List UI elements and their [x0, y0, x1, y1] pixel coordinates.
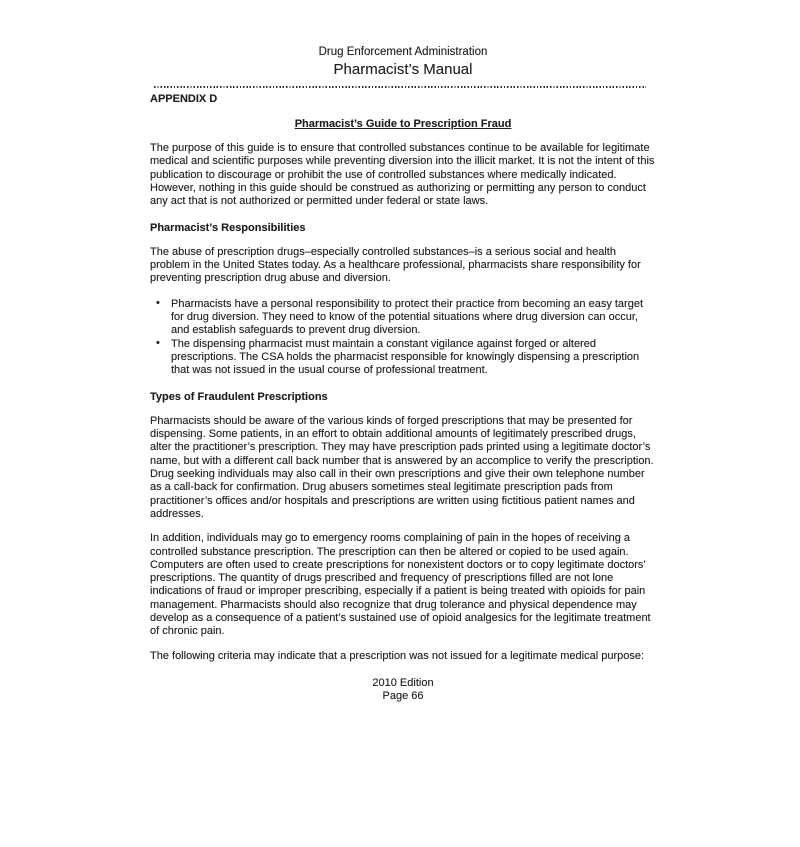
- dotted-rule: [154, 86, 646, 88]
- document-title: Pharmacist’s Guide to Prescription Fraud: [294, 117, 512, 130]
- bullet-list: [150, 298, 656, 378]
- fraud-types-paragraph-1: Pharmacists should be aware of the various kinds of forged prescriptions that may be presented for dispensing. Some patients, in an effort to obtain additional amounts of legitimately prescribed drugs, alter the practitioner’s prescription. They may have prescription pads printed using a legitimate doctor’s name, but with a different call back number that is answered by an accomplice to verify the prescription. Drug seeking individuals may also call in their own prescriptions and give their own telephone number as a call-back for confirmation. Drug abusers sometimes steal legitimate prescription pads from practitioner’s offices and/or hospitals and prescriptions are written using fictitious patient names and addresses.: [150, 414, 654, 520]
- page-footer: [150, 677, 656, 704]
- appendix-heading: APPENDIX D: [150, 92, 218, 105]
- header-manual-title: Pharmacist’s Manual: [333, 60, 473, 78]
- bullet-item: [150, 298, 656, 338]
- fraud-types-paragraph-2: In addition, individuals may go to emergency rooms complaining of pain in the hopes of receiving a controlled substance prescription. The prescription can then be altered or copied to be used again. Computers are often used to create prescriptions for nonexistent doctors or to copy legitimate doctors’ prescriptions. The quantity of drugs prescribed and frequency of prescriptions filled are not lone indications of fraud or improper prescribing, especially if a patient is being treated with opioids for pain management. Pharmacists should also recognize that drug tolerance and physical dependence may develop as a consequence of a patient’s sustained use of opioid analgesics for the legitimate treatment of chronic pain.: [150, 532, 651, 638]
- footer-edition: 2010 Edition: [372, 676, 434, 689]
- intro-paragraph: The purpose of this guide is to ensure that controlled substances continue to be available for legitimate medical and scientific purposes while preventing diversion into the illicit market. It is not the intent of this publication to discourage or prohibit the use of controlled substances where medically indicated. However, nothing in this guide should be construed as authorizing or permitting any person to conduct any act that is not authorized or permitted under federal or state laws.: [150, 142, 655, 208]
- closing-paragraph: The following criteria may indicate that a prescription was not issued for a legitimate medical purpose:: [150, 649, 645, 662]
- footer-page-number: Page 66: [382, 690, 424, 703]
- responsibilities-paragraph: The abuse of prescription drugs–especially controlled substances–is a serious social and health problem in the United States today. As a healthcare professional, pharmacists share responsibility for preventing prescription drug abuse and diversion.: [150, 245, 641, 285]
- header-agency: Drug Enforcement Administration: [318, 46, 488, 58]
- bullet-item-text: The dispensing pharmacist must maintain a constant vigilance against forged or altered prescriptions. The CSA holds the pharmacist responsible for knowingly dispensing a prescription that was not issued in the usual course of professional treatment.: [171, 337, 640, 377]
- bullet-marker-icon: •: [156, 297, 160, 310]
- section-heading-responsibilities: Pharmacist’s Responsibilities: [150, 221, 306, 234]
- bullet-marker-icon: •: [156, 337, 160, 350]
- bullet-item: [150, 338, 656, 378]
- bullet-item-text: Pharmacists have a personal responsibility to protect their practice from becoming an easy target for drug diversion. They need to know of the potential situations where drug diversion can occur, and establish safeguards to prevent drug diversion.: [171, 297, 644, 337]
- section-heading-fraudulent-types: Types of Fraudulent Prescriptions: [150, 390, 328, 403]
- page-content: [150, 46, 656, 703]
